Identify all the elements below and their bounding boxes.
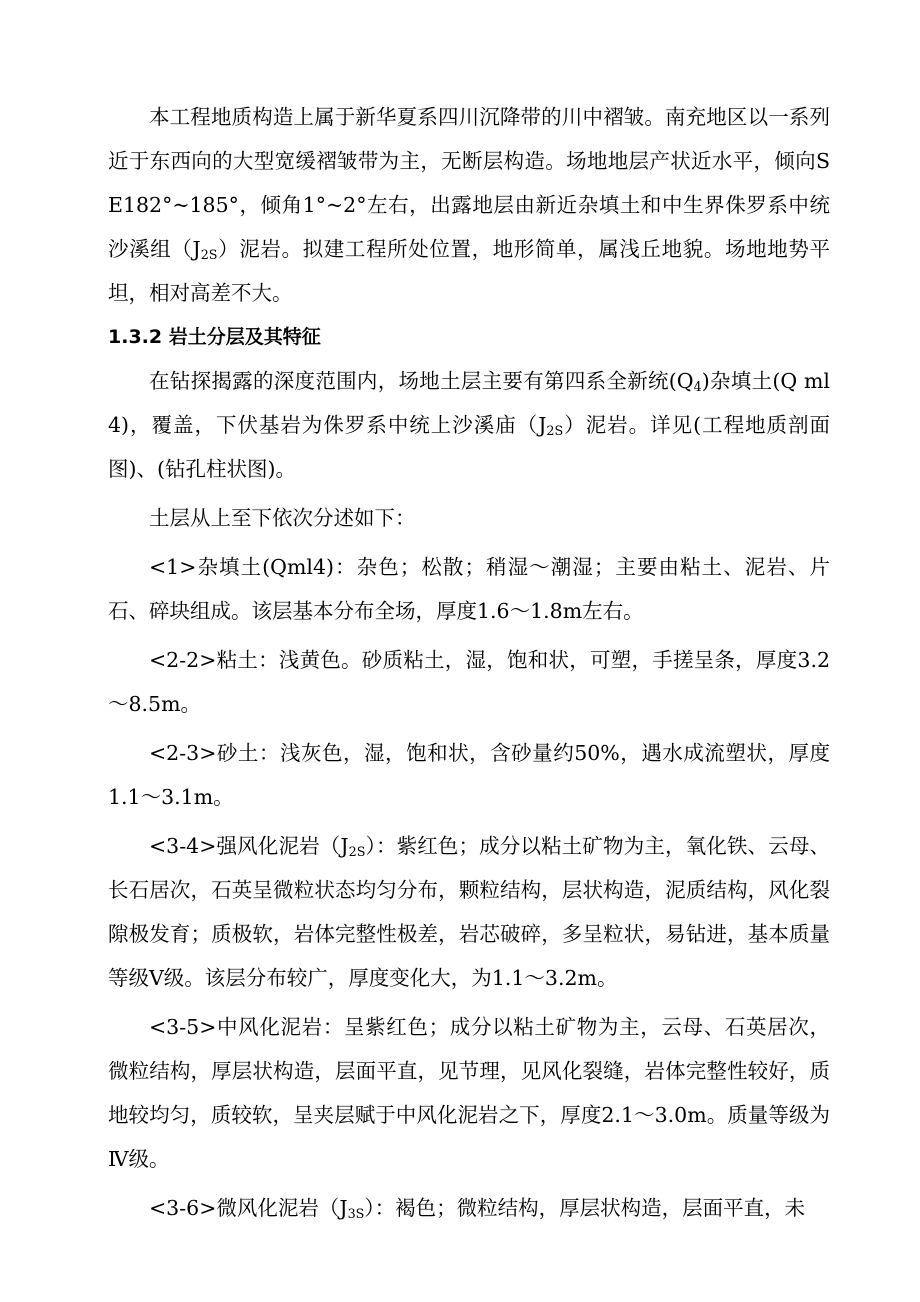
paragraph-layer-3-5: <3-5>中风化泥岩：呈紫红色；成分以粘土矿物为主，云母、石英居次，微粒结构，厚层状构造，层面平直，见节理，见风化裂缝，岩体完整性较好，质地较均匀，质较软，呈夹层赋于中风化泥岩之下，厚度2.1～3.0m。质量等级为Ⅳ级。	[108, 1015, 830, 1171]
subscript: 3S	[347, 1206, 365, 1222]
paragraph-geology-structure	[108, 95, 830, 315]
paragraph-layer-2-3: <2-3>砂土：浅灰色，湿，饱和状，含砂量约50%，遇水成流塑状，厚度1.1～3.1m。	[108, 741, 830, 809]
paragraph-drilling-range	[108, 359, 830, 491]
paragraph-layer-2-2: <2-2>粘土：浅黄色。砂质粘土，湿，饱和状，可塑，手搓呈条，厚度3.2～8.5m。	[108, 648, 830, 716]
paragraph-text: ）泥岩。拟建工程所处位置，地形简单，属浅丘地貌。场地地势平坦，相对高差不大。	[108, 237, 830, 305]
subscript: 2S	[200, 247, 218, 263]
paragraph-text: ）：褐色；微粒结构，厚层状构造，层面平直，未	[364, 1196, 806, 1220]
paragraph-text: <3-6>微风化泥岩（J	[149, 1196, 348, 1220]
paragraph-layer-3-6	[108, 1186, 830, 1230]
subscript: 2S	[546, 423, 564, 439]
section-heading: 1.3.2 岩土分层及其特征	[108, 326, 321, 348]
paragraph-text: 本工程地质构造上属于新华夏系四川沉降带的川中褶皱。南充地区以一系列近于东西向的大型宽缓褶皱带为主，无断层构造。场地地层产状近水平，倾向SE182°~185°，倾角1°~2°左右，出露地层由新近杂填土和中生界侏罗系中统沙溪组（J	[108, 105, 830, 261]
paragraph-layer-intro: 土层从上至下依次分述如下：	[149, 506, 416, 530]
document-page	[108, 95, 830, 1230]
subscript: 4	[693, 379, 702, 395]
paragraph-text: ）：紫红色；成分以粘土矿物为主，氧化铁、云母、长石居次，石英呈微粒状态均匀分布，颗粒结构，层状构造，泥质结构，风化裂隙极发育；质极软，岩体完整性极差，岩芯破碎，多呈粒状，易钻进，基本质量等级Ⅴ级。该层分布较广，厚度变化大，为1.1～3.2m。	[108, 834, 830, 990]
subscript: 2S	[348, 844, 366, 860]
paragraph-text: ）泥岩。详见(工程地质剖面图)、(钻孔柱状图)。	[108, 413, 830, 481]
paragraph-text: 在钻探揭露的深度范围内，场地土层主要有第四系全新统(Q	[149, 369, 694, 393]
paragraph-layer-3-4	[108, 824, 830, 1000]
paragraph-text: <3-4>强风化泥岩（J	[149, 834, 349, 858]
paragraph-layer-1: <1>杂填土(Qml4)：杂色；松散；稍湿～潮湿；主要由粘土、泥岩、片石、碎块组成。该层基本分布全场，厚度1.6～1.8m左右。	[108, 555, 830, 623]
paragraph-text: )杂填土(Q ml4)，覆盖，下伏基岩为侏罗系中统上沙溪庙（J	[108, 369, 830, 437]
